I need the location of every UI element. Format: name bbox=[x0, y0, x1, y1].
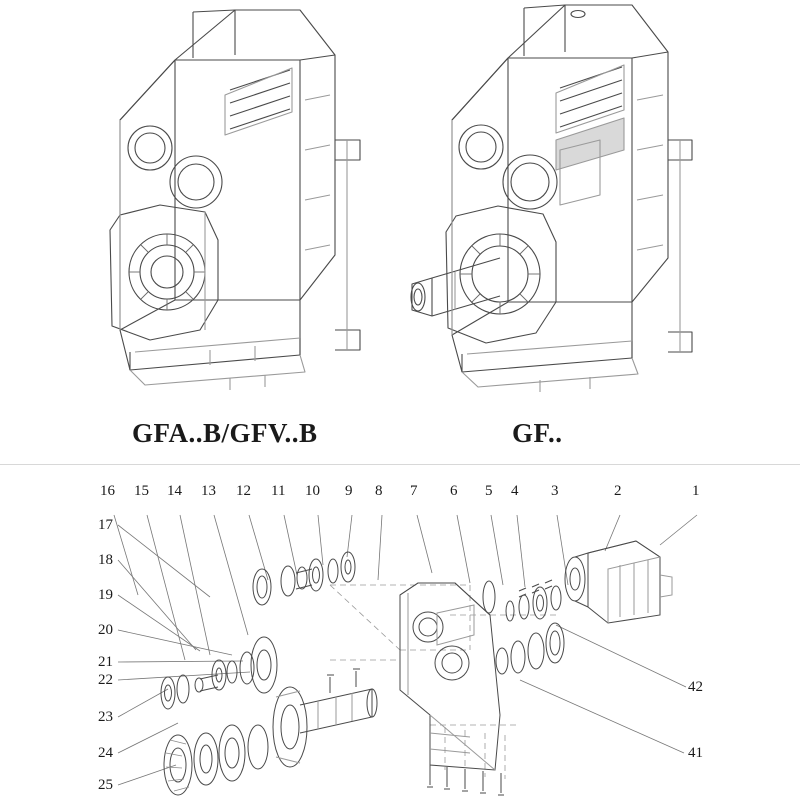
callout-18: 18 bbox=[98, 552, 113, 568]
callout-8: 8 bbox=[375, 483, 383, 499]
callout-19: 19 bbox=[98, 587, 113, 603]
callout-14: 14 bbox=[167, 483, 182, 499]
callout-5: 5 bbox=[485, 483, 493, 499]
callout-12: 12 bbox=[236, 483, 251, 499]
callout-23: 23 bbox=[98, 709, 113, 725]
callout-16: 16 bbox=[100, 483, 115, 499]
callout-13: 13 bbox=[201, 483, 216, 499]
callout-4: 4 bbox=[511, 483, 519, 499]
callout-3: 3 bbox=[551, 483, 559, 499]
exploded-view-section bbox=[0, 465, 800, 800]
exploded-view-drawing bbox=[0, 465, 800, 800]
callout-21: 21 bbox=[98, 654, 113, 670]
callout-11: 11 bbox=[271, 483, 286, 499]
callout-17: 17 bbox=[98, 517, 113, 533]
callout-7: 7 bbox=[410, 483, 418, 499]
callout-42: 42 bbox=[688, 679, 703, 695]
caption-gf: GF.. bbox=[512, 418, 563, 448]
caption-gfa-b-gfv-b: GFA..B/GFV..B bbox=[132, 418, 318, 448]
callout-25: 25 bbox=[98, 777, 113, 793]
callout-9: 9 bbox=[345, 483, 353, 499]
callout-24: 24 bbox=[98, 745, 113, 761]
callout-1: 1 bbox=[692, 483, 700, 499]
callout-15: 15 bbox=[134, 483, 149, 499]
callout-22: 22 bbox=[98, 672, 113, 688]
callout-2: 2 bbox=[614, 483, 622, 499]
callout-20: 20 bbox=[98, 622, 113, 638]
callout-6: 6 bbox=[450, 483, 458, 499]
callout-10: 10 bbox=[305, 483, 320, 499]
callout-41: 41 bbox=[688, 745, 703, 761]
